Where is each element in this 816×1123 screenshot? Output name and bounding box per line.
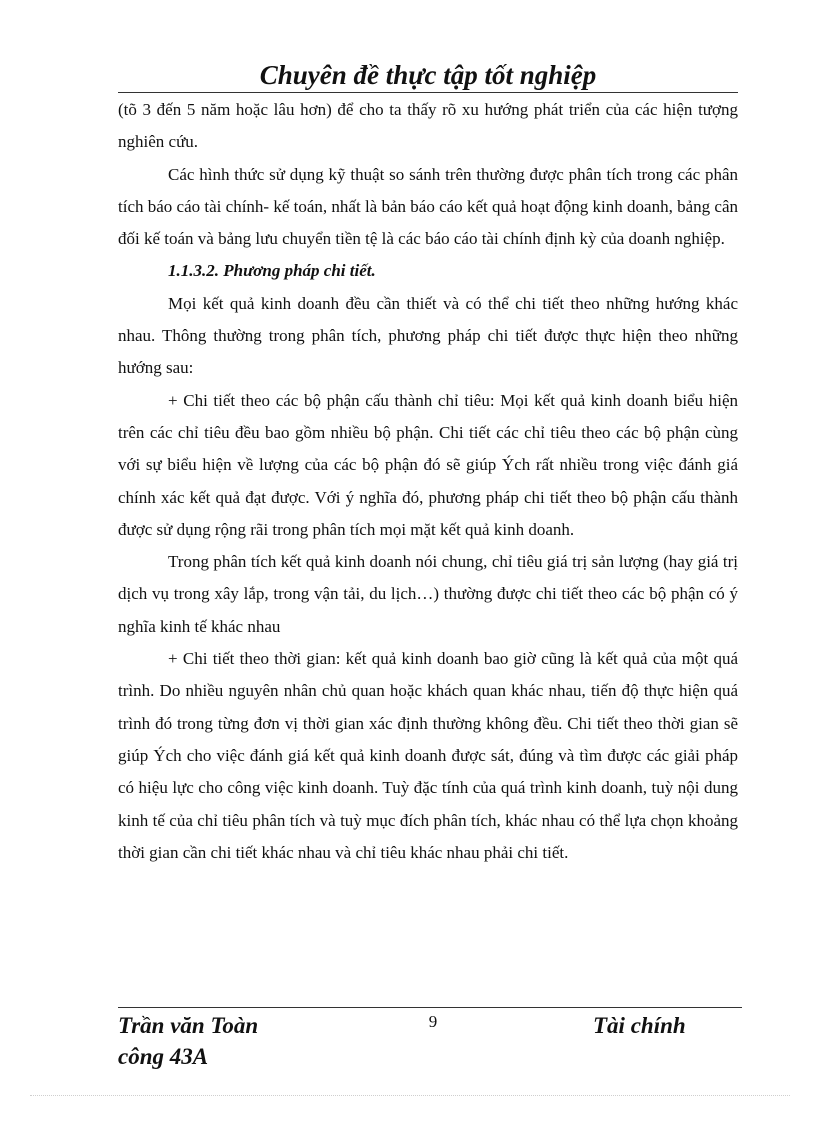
paragraph-comparison-usage: Các hình thức sử dụng kỹ thuật so sánh trên thường được phân tích trong các phân tích báo cáo tài chính- kế toán, nhất là bản báo cáo kết quả hoạt động kinh doanh, bảng cân đối kế toán và bảng lưu chuyển tiền tệ là các báo cáo tài chính định kỳ của doanh nghiệp. (118, 164, 738, 249)
document-body (118, 94, 738, 869)
document-title: Chuyên đề thực tập tốt nghiệp (259, 60, 597, 90)
page-bottom-border (30, 1095, 790, 1096)
footer-author (118, 1010, 258, 1072)
footer-divider (118, 1007, 742, 1008)
paragraph-continuation: (tõ 3 đến 5 năm hoặc lâu hơn) để cho ta thấy rõ xu hướng phát triển của các hiện tượng nghiên cứu. (118, 100, 738, 152)
paragraph-output-value: Trong phân tích kết quả kinh doanh nói chung, chỉ tiêu giá trị sản lượng (hay giá trị dịch vụ trong xây lắp, trong vận tải, du lịch…) thường được chi tiết theo các bộ phận có ý nghĩa kinh tế khác nhau (118, 552, 738, 636)
author-class: công 43A (118, 1044, 209, 1069)
paragraph-detail-by-time: + Chi tiết theo thời gian: kết quả kinh doanh bao giờ cũng là kết quả của một quá trình. Do nhiều nguyên nhân chủ quan hoặc khách quan khác nhau, tiến độ thực hiện quá trình đó trong từng đơn vị thời gian xác định thường không đều. Chi tiết theo thời gian sẽ giúp Ých cho việc đánh giá kết quả kinh doanh được sát, đúng và tìm được các giải pháp có hiệu lực cho công việc kinh doanh. Tuỳ đặc tính của quá trình kinh doanh, tuỳ nội dung kinh tế của chỉ tiêu phân tích và tuỳ mục đích phân tích, khác nhau có thể lựa chọn khoảng thời gian cần chi tiết khác nhau và chỉ tiêu khác nhau phải chi tiết. (118, 649, 738, 862)
paragraph-detail-intro: Mọi kết quả kinh doanh đều cần thiết và có thể chi tiết theo những hướng khác nhau. Thông thường trong phân tích, phương pháp chi tiết được thực hiện theo những hướng sau: (118, 293, 738, 378)
author-name: Trần văn Toàn (118, 1013, 259, 1038)
paragraph-detail-by-components: + Chi tiết theo các bộ phận cấu thành chỉ tiêu: Mọi kết quả kinh doanh biểu hiện trên các chỉ tiêu đều bao gồm nhiều bộ phận. Chi tiết các chỉ tiêu theo các bộ phận cùng với sự biểu hiện về lượng của các bộ phận đó sẽ giúp Ých rất nhiều trong việc đánh giá chính xác kết quả đạt được. Với ý nghĩa đó, phương pháp chi tiết theo bộ phận cấu thành được sử dụng rộng rãi trong phân tích mọi mặt kết quả kinh doanh. (118, 390, 738, 539)
section-heading: 1.1.3.2. Phương pháp chi tiết. (168, 261, 376, 281)
footer-department: Tài chính (593, 1013, 686, 1038)
page-header (118, 58, 738, 93)
page-number: 9 (428, 1012, 438, 1031)
